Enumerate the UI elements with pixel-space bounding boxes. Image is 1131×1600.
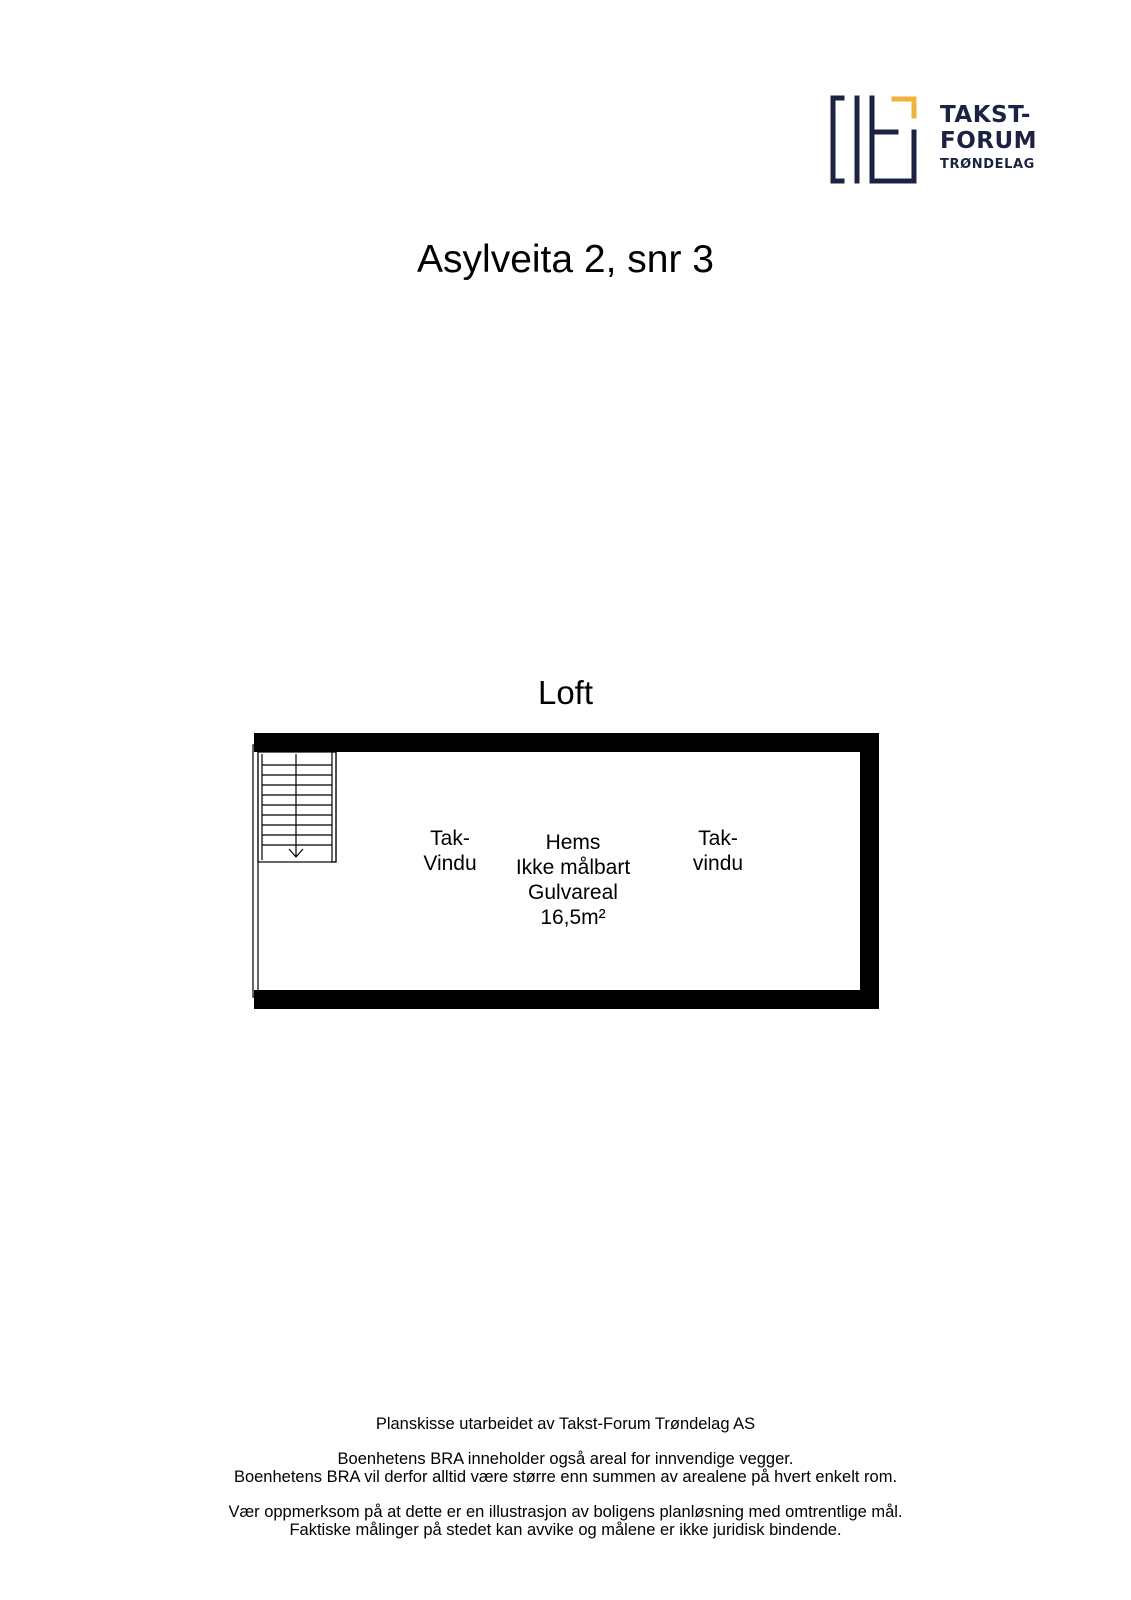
wall-top [254, 733, 879, 752]
roof-window-right-line1: Tak- [698, 827, 738, 850]
wall-right [860, 733, 879, 1009]
page-title: Asylveita 2, snr 3 [417, 238, 714, 281]
hems-note: Ikke målbart [515, 856, 631, 879]
footer-bra-note-2: Boenhetens BRA vil derfor alltid være større enn summen av arealene på hvert enkelt rom. [233, 1468, 898, 1486]
wall-left-thin [253, 745, 258, 997]
hems-name: Hems [545, 831, 601, 854]
room-label-hems [493, 830, 653, 930]
roof-window-left-line2: Vindu [423, 852, 477, 875]
staircase [258, 752, 336, 862]
footer-bra-note-1: Boenhetens BRA inneholder også areal for innvendige vegger. [337, 1450, 794, 1468]
hems-area-value: 16,5m² [540, 906, 606, 929]
footer-disclaimer-2: Faktiske målinger på stedet kan avvike og målene er ikke juridisk bindende. [289, 1521, 842, 1539]
logo-text-takst: TAKST- [940, 102, 1031, 128]
footer-credit: Planskisse utarbeidet av Takst-Forum Trøndelag AS [375, 1415, 756, 1433]
hems-area-label: Gulvareal [528, 881, 618, 904]
logo-text-forum: FORUM [940, 128, 1038, 154]
room-label-roof-window-right [673, 826, 763, 876]
roof-window-left-line1: Tak- [430, 827, 470, 850]
footer-disclaimer [0, 1415, 1131, 1539]
floor-name: Loft [537, 674, 594, 711]
room-label-roof-window-left [405, 826, 495, 876]
roof-window-right-line2: vindu [692, 852, 744, 875]
wall-bottom [254, 990, 879, 1009]
logo-text-trondelag: TRØNDELAG [940, 157, 1035, 172]
footer-disclaimer-1: Vær oppmerksom på at dette er en illustrasjon av boligens planløsning med omtrentlige mål. [228, 1503, 903, 1521]
